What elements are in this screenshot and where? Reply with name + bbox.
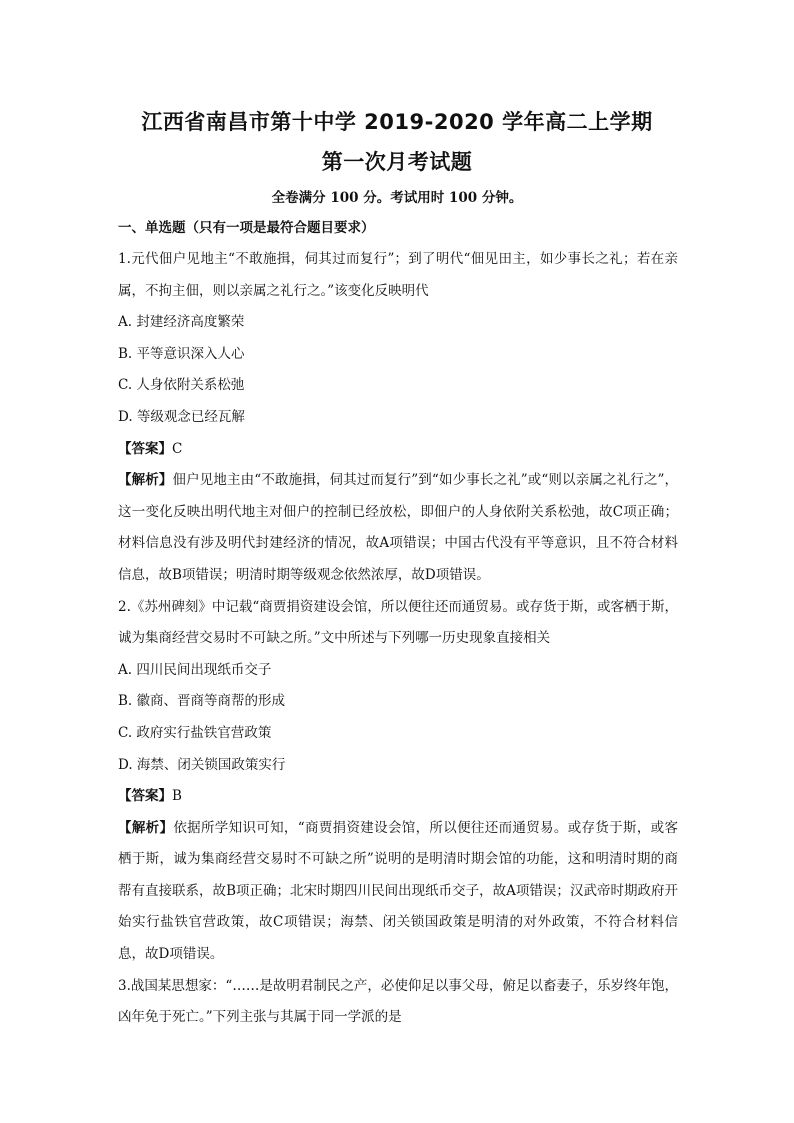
answer-value: B [172,788,182,805]
option-d: D. 海禁、闭关锁国政策实行 [118,756,286,773]
question-stem: 1.元代佃户见地主“不敢施揖，伺其过而复行”；到了明代“佃见田主，如少事长之礼；若在亲属，不拘主佃，则以亲属之礼行之。”该变化反映明代 [118,251,678,299]
section-title: 一、单选题（只有一项是最符合题目要求） [118,220,375,236]
questions-content [118,244,678,1034]
analysis-label: 【解析】 [118,819,174,836]
page-subtitle-title: 第一次月考试题 [321,150,473,174]
analysis-label: 【解析】 [118,472,173,489]
answer-label: 【答案】 [118,788,172,805]
question-stem: 3.战国某思想家：“……是故明君制民之产，必使仰足以事父母，俯足以畜妻子，乐岁终年饱，凶年免于死亡。”下列主张与其属于同一学派的是 [118,977,678,1026]
analysis-block [118,813,678,971]
option-c: C. 政府实行盐铁官营政策 [118,724,272,741]
answer-line [118,781,678,813]
exam-info: 全卷满分 100 分。考试用时 100 分钟。 [271,190,523,206]
answer-label: 【答案】 [118,440,172,457]
option-b: B. 平等意识深入人心 [118,345,245,362]
option-a: A. 四川民间出现纸币交子 [118,661,272,678]
option-d: D. 等级观念已经瓦解 [118,408,245,425]
answer-line [118,434,678,466]
analysis-text: 依据所学知识可知，“商贾捐资建设会馆，所以便往还而通贸易。或存货于斯，或客栖于斯，诚为集商经营交易时不可缺之所”说明的是明清时期会馆的功能，这和明清时期的商帮有直接联系，故B项正确；北宋时期四川民间出现纸币交子，故A项错误；汉武帝时期政府开始实行盐铁官营政策，故C项错误；海禁、闭关锁国政策是明清的对外政策，不符合材料信息，故D项错误。 [118,819,678,963]
question-stem: 2.《苏州碑刻》中记载“商贾捐资建设会馆，所以便往还而通贸易。或存货于斯，或客栖于斯，诚为集商经营交易时不可缺之所。”文中所述与下列哪一历史现象直接相关 [118,598,678,647]
option-c: C. 人身依附关系松弛 [118,377,245,394]
answer-value: C [172,440,183,457]
option-a: A. 封建经济高度繁荣 [118,314,245,331]
option-b: B. 徽商、晋商等商帮的形成 [118,693,286,710]
analysis-text: 佃户见地主由“不敢施揖，伺其过而复行”到“如少事长之礼”或“则以亲属之礼行之”，这一变化反映出明代地主对佃户的控制已经放松，即佃户的人身依附关系松弛，故C项正确；材料信息没有涉及明代封建经济的情况，故A项错误；中国古代没有平等意识，且不符合材料信息，故B项错误；明清时期等级观念依然浓厚，故D项错误。 [118,472,678,583]
page-title: 江西省南昌市第十中学 2019-2020 学年高二上学期 [141,110,653,134]
analysis-block [118,465,678,591]
